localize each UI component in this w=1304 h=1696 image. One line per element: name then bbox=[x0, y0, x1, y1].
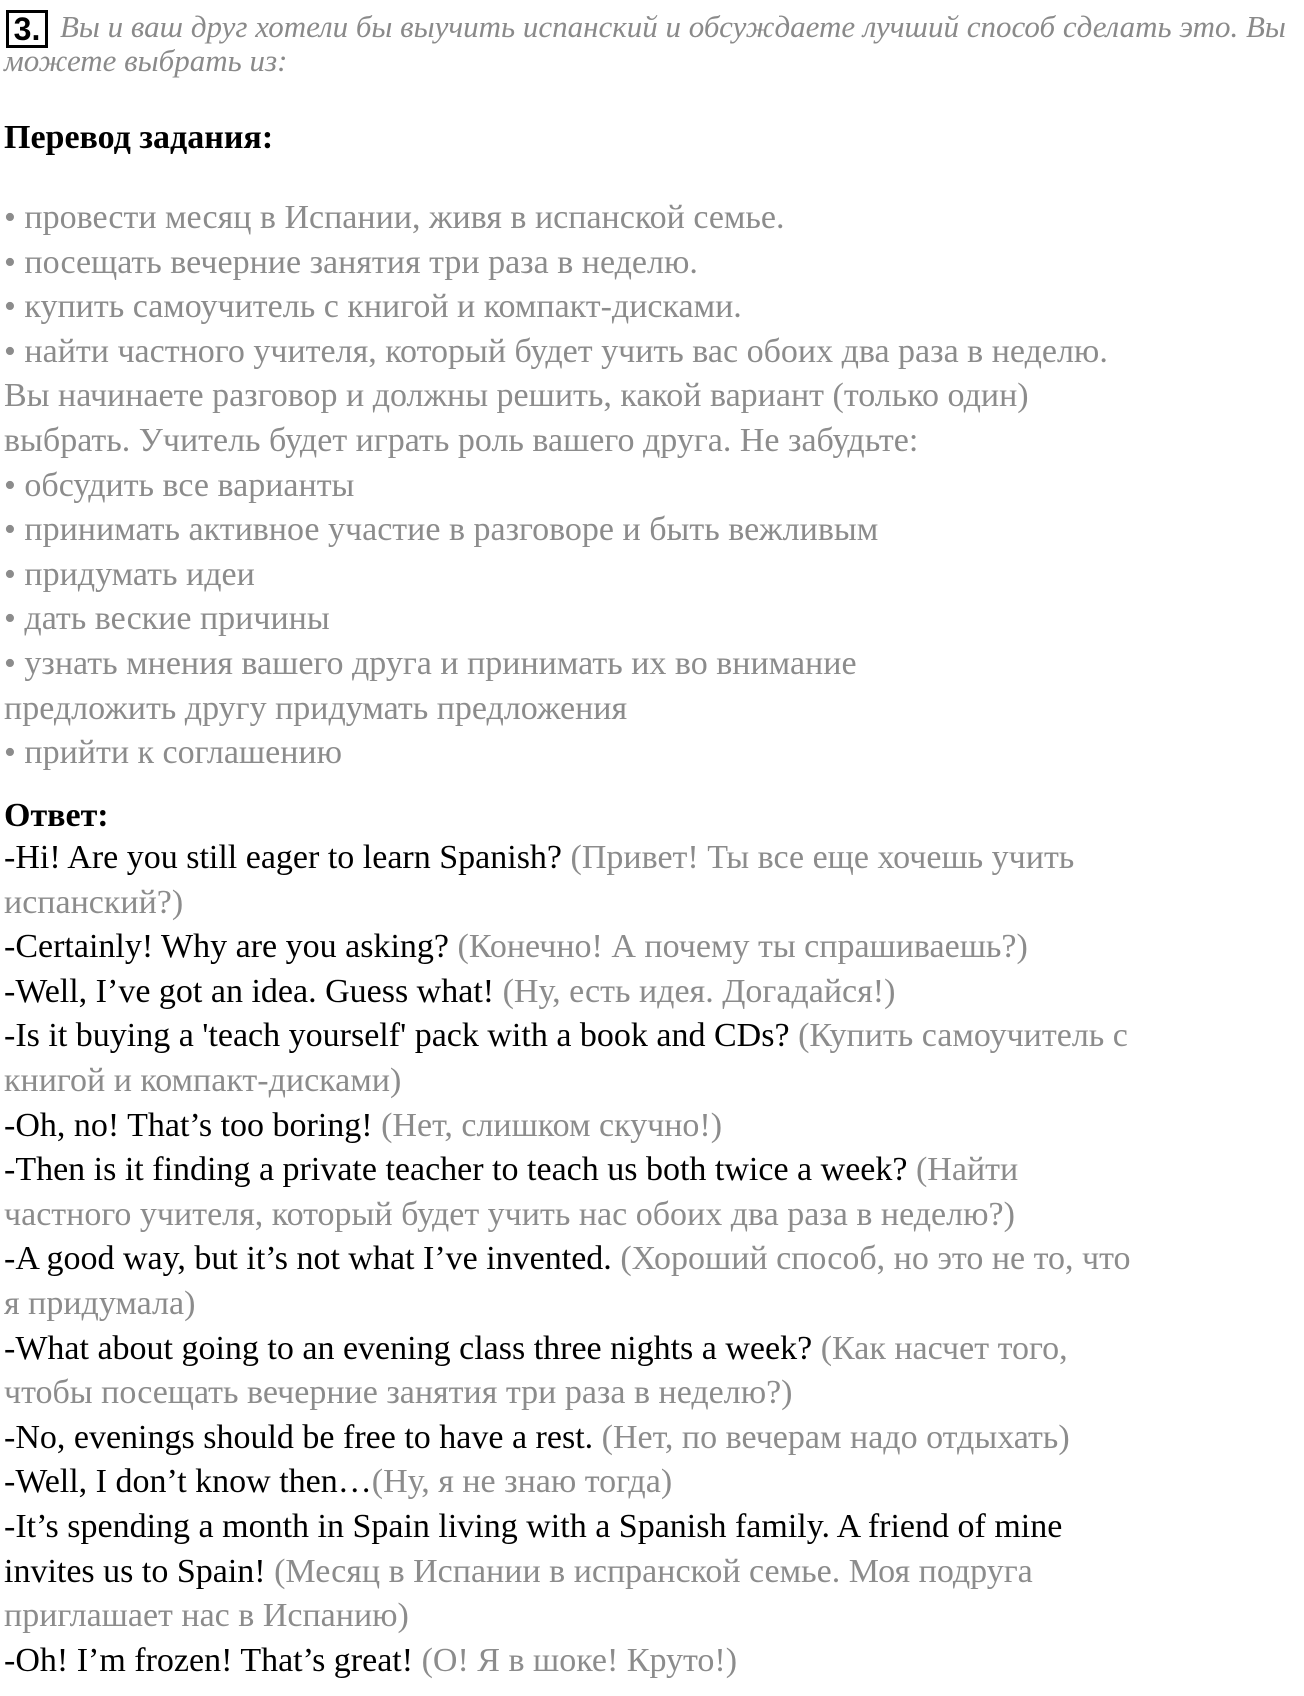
dialog-line bbox=[4, 1193, 1304, 1238]
dialog-russian: (Хороший способ, но это не то, что bbox=[620, 1240, 1131, 1278]
translation-line: • обсудить все варианты bbox=[4, 466, 355, 504]
dialog-russian: испанский?) bbox=[4, 883, 184, 921]
dialog-russian: (Ну, есть идея. Догадайся!) bbox=[502, 972, 896, 1010]
dialog-english: -Well, I don’t know then… bbox=[4, 1463, 372, 1501]
dialog-line bbox=[4, 881, 1304, 926]
translation-line: • провести месяц в Испании, живя в испанской семье. bbox=[4, 199, 785, 236]
translation-line: • дать веские причины bbox=[4, 600, 330, 638]
dialog-english: -Is it buying a 'teach yourself' pack with a book and CDs? bbox=[4, 1017, 799, 1055]
translation-list bbox=[4, 196, 1304, 776]
dialog-russian: (Найти bbox=[915, 1151, 1019, 1189]
dialog-line bbox=[4, 1104, 1304, 1149]
dialog-russian: я придумала) bbox=[4, 1284, 196, 1322]
dialog-line bbox=[4, 1282, 1304, 1327]
task-text: Вы и ваш друг хотели бы выучить испанский и обсуждаете лучший способ сделать это. Вы можете выбрать из: bbox=[4, 9, 1286, 78]
dialog-russian: приглашает нас в Испанию) bbox=[4, 1597, 409, 1635]
dialog-english: -Oh, no! That’s too boring! bbox=[4, 1106, 382, 1144]
translation-line: • узнать мнения вашего друга и принимать их во внимание bbox=[4, 644, 857, 682]
dialog-line bbox=[4, 1550, 1304, 1595]
dialog-line bbox=[4, 1505, 1304, 1550]
dialog-russian: (Месяц в Испании в испранской семье. Моя подруга bbox=[274, 1552, 1033, 1590]
dialog-line bbox=[4, 1059, 1304, 1104]
translation-line: • посещать вечерние занятия три раза в неделю. bbox=[4, 243, 698, 281]
dialog-russian: чтобы посещать вечерние занятия три раза в неделю?) bbox=[4, 1374, 793, 1412]
dialog-line bbox=[4, 1594, 1304, 1639]
translation-line: выбрать. Учитель будет играть роль вашего друга. Не забудьте: bbox=[4, 421, 919, 459]
document-page bbox=[4, 0, 1300, 1679]
dialog-line bbox=[4, 1237, 1304, 1282]
dialog-english: -Well, I’ve got an idea. Guess what! bbox=[4, 972, 503, 1010]
dialog-line bbox=[4, 1460, 1304, 1505]
dialog-russian: (Купить самоучитель с bbox=[798, 1017, 1128, 1055]
dialog-line bbox=[4, 1148, 1304, 1193]
translation-line: • принимать активное участие в разговоре и быть вежливым bbox=[4, 511, 879, 549]
dialog-line bbox=[4, 1014, 1304, 1059]
dialog-russian: книгой и компакт-дисками) bbox=[4, 1061, 402, 1099]
dialog-line bbox=[4, 1371, 1304, 1416]
dialog-russian: (О! Я в шоке! Круто!) bbox=[421, 1641, 738, 1679]
dialog-english: -Then is it finding a private teacher to teach us both twice a week? bbox=[4, 1151, 916, 1189]
task-number-badge: 3. bbox=[6, 10, 48, 48]
dialog-line bbox=[4, 925, 1304, 970]
dialog-english: -A good way, but it’s not what I’ve invented. bbox=[4, 1240, 621, 1278]
dialog-line bbox=[4, 1416, 1304, 1461]
dialog-line bbox=[4, 1327, 1304, 1372]
dialog-english: -No, evenings should be free to have a rest. bbox=[4, 1418, 602, 1456]
dialog-russian: (Конечно! А почему ты спрашиваешь?) bbox=[457, 928, 1028, 966]
dialog-english: invites us to Spain! bbox=[4, 1552, 275, 1590]
translation-line: предложить другу придумать предложения bbox=[4, 689, 628, 727]
translation-line: • придумать идеи bbox=[4, 555, 255, 593]
translation-line: • купить самоучитель с книгой и компакт-дисками. bbox=[4, 288, 742, 326]
dialog-english: -It’s spending a month in Spain living with a Spanish family. A friend of mine bbox=[4, 1507, 1063, 1545]
dialog-line bbox=[4, 970, 1304, 1015]
dialog-russian: (Привет! Ты все еще хочешь учить bbox=[570, 839, 1075, 876]
dialog-russian: (Нет, по вечерам надо отдыхать) bbox=[601, 1418, 1070, 1456]
translation-line: • прийти к соглашению bbox=[4, 734, 342, 772]
translation-line: • найти частного учителя, который будет учить вас обоих два раза в неделю. bbox=[4, 332, 1108, 370]
translation-line: Вы начинаете разговор и должны решить, какой вариант (только один) bbox=[4, 377, 1029, 415]
dialog-line bbox=[4, 836, 1304, 881]
dialog-english: -Oh! I’m frozen! That’s great! bbox=[4, 1641, 422, 1679]
dialog-english: -What about going to an evening class three nights a week? bbox=[4, 1329, 821, 1367]
dialog-russian: частного учителя, который будет учить нас обоих два раза в неделю?) bbox=[4, 1195, 1015, 1233]
dialog-english: -Hi! Are you still eager to learn Spanish? bbox=[4, 839, 571, 876]
dialog-russian: (Как насчет того, bbox=[820, 1329, 1068, 1367]
dialog-english: -Certainly! Why are you asking? bbox=[4, 928, 458, 966]
dialog-list bbox=[4, 836, 1304, 1683]
task-header bbox=[4, 0, 1300, 86]
dialog-russian: (Нет, слишком скучно!) bbox=[381, 1106, 723, 1144]
answer-heading: Ответ: bbox=[4, 797, 109, 834]
translation-heading: Перевод задания: bbox=[4, 119, 274, 156]
dialog-russian: (Ну, я не знаю тогда) bbox=[371, 1463, 673, 1501]
dialog-line bbox=[4, 1639, 1304, 1684]
